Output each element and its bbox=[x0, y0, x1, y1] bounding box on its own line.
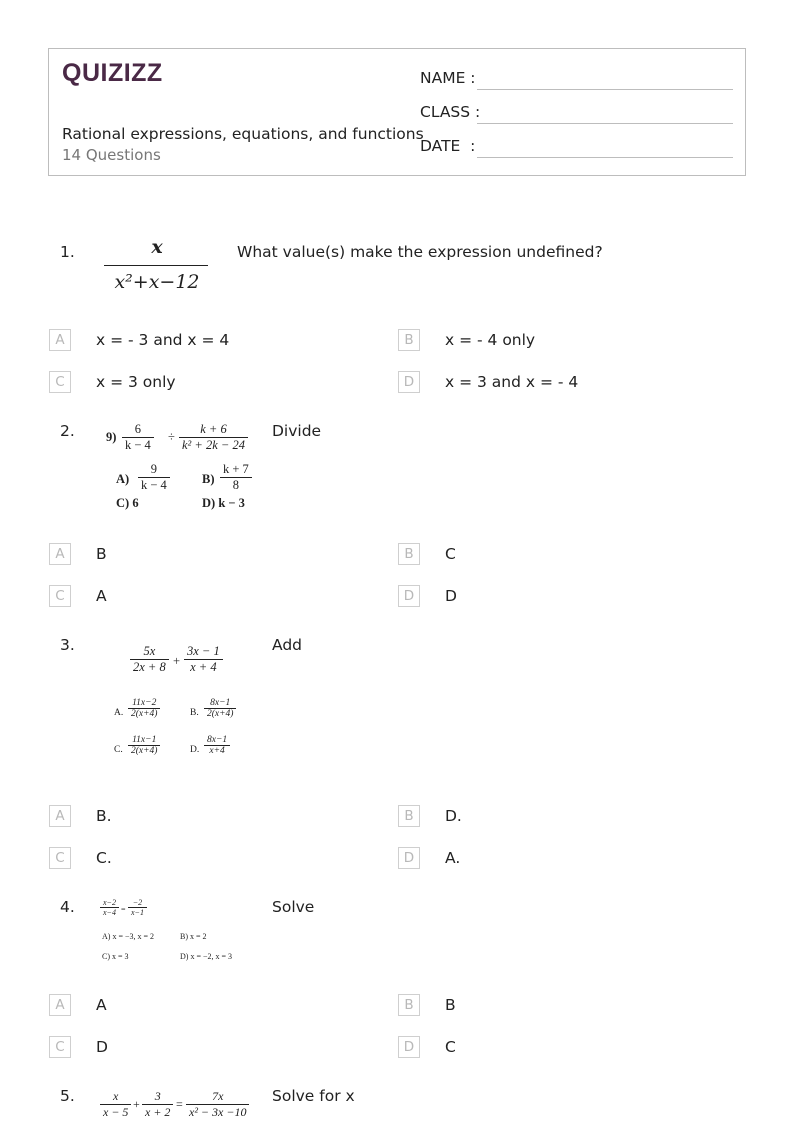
option-text[interactable]: x = 3 and x = - 4 bbox=[445, 373, 579, 391]
question-text: Add bbox=[272, 636, 303, 654]
fraction: $\frac{7x}{\text{x² − 3x −10}}$ bbox=[186, 1089, 249, 1120]
fraction: $\frac{3}{x + 2}$ bbox=[142, 1089, 173, 1120]
fraction: $\frac{k + 7}{8}$ bbox=[220, 462, 252, 493]
choice-text: D) x = −2, x = 3 bbox=[180, 952, 232, 961]
question-number: 4. bbox=[60, 898, 75, 916]
choice-label: A. bbox=[114, 708, 124, 718]
operator: + bbox=[133, 1097, 140, 1111]
date-line bbox=[477, 157, 733, 158]
question-image bbox=[100, 896, 260, 968]
option-letter-c[interactable]: C bbox=[49, 847, 71, 869]
quizizz-logo: QUIZIZZ bbox=[62, 59, 163, 87]
question-number: 1. bbox=[60, 243, 75, 261]
question-number: 5. bbox=[60, 1087, 75, 1105]
option-text[interactable]: D bbox=[96, 1038, 108, 1056]
option-letter-b[interactable]: B bbox=[398, 994, 420, 1016]
option-letter-b[interactable]: B bbox=[398, 805, 420, 827]
worksheet-header bbox=[48, 48, 746, 176]
option-text[interactable]: x = - 4 only bbox=[445, 331, 536, 349]
option-text[interactable]: C bbox=[445, 545, 456, 563]
option-letter-c[interactable]: C bbox=[49, 371, 71, 393]
option-letter-a[interactable]: A bbox=[49, 994, 71, 1016]
question-text: What value(s) make the expression undefined? bbox=[237, 243, 603, 261]
operator: = bbox=[176, 1097, 183, 1111]
fraction: $\frac{11x-2}{2(x+4)}$ bbox=[128, 698, 160, 719]
choice-text: C) 6 bbox=[116, 496, 139, 510]
choice-label: B. bbox=[190, 708, 199, 718]
option-text[interactable]: B bbox=[445, 996, 456, 1014]
answer-choices bbox=[104, 694, 264, 774]
option-text[interactable]: D bbox=[445, 587, 457, 605]
choice-text: B) x = 2 bbox=[180, 932, 207, 941]
option-text[interactable]: D. bbox=[445, 807, 462, 825]
question-number: 3. bbox=[60, 636, 75, 654]
choice-label: D. bbox=[190, 745, 200, 755]
class-label: CLASS : bbox=[420, 103, 481, 121]
name-line bbox=[477, 89, 733, 90]
option-text[interactable]: B. bbox=[96, 807, 112, 825]
fraction: $\frac{-2}{x-1}$ bbox=[128, 898, 147, 917]
choice-label: B) bbox=[202, 472, 215, 486]
fraction-bar bbox=[104, 265, 208, 266]
option-letter-d[interactable]: D bbox=[398, 585, 420, 607]
problem-label: 9) bbox=[106, 430, 117, 444]
operator: + bbox=[173, 654, 181, 668]
option-text[interactable]: B bbox=[96, 545, 107, 563]
question-image bbox=[104, 420, 264, 520]
question-count: 14 Questions bbox=[62, 146, 161, 164]
option-text[interactable]: A. bbox=[445, 849, 461, 867]
option-letter-b[interactable]: B bbox=[398, 543, 420, 565]
option-text[interactable]: A bbox=[96, 996, 107, 1014]
question-expression bbox=[104, 236, 210, 300]
fraction: $\frac{11x-1}{2(x+4)}$ bbox=[128, 735, 160, 756]
option-text[interactable]: A bbox=[96, 587, 107, 605]
option-letter-d[interactable]: D bbox=[398, 847, 420, 869]
operator: ÷ bbox=[168, 430, 175, 444]
option-letter-d[interactable]: D bbox=[398, 1036, 420, 1058]
expression-numerator: x bbox=[151, 236, 163, 258]
expression-denominator: x²+x−12 bbox=[114, 271, 200, 293]
fraction: $\frac{k + 6}{\text{k² + 2k − 24}}$ bbox=[179, 422, 248, 453]
fraction: $\frac{6}{k - 4}$ bbox=[122, 422, 154, 453]
option-letter-b[interactable]: B bbox=[398, 329, 420, 351]
fraction: $\frac{9}{k - 4}$ bbox=[138, 462, 170, 493]
fraction: $\frac{5x}{2x + 8}$ bbox=[130, 644, 169, 675]
operator: = bbox=[121, 905, 126, 914]
option-letter-c[interactable]: C bbox=[49, 1036, 71, 1058]
option-letter-c[interactable]: C bbox=[49, 585, 71, 607]
choice-label: C. bbox=[114, 745, 123, 755]
question-text: Solve bbox=[272, 898, 315, 916]
option-text[interactable]: C bbox=[445, 1038, 456, 1056]
fraction: $\frac{8x-1}{2(x+4)}$ bbox=[204, 698, 236, 719]
fraction: $\frac{x}{x - 5}$ bbox=[100, 1089, 131, 1120]
name-label: NAME : bbox=[420, 69, 476, 87]
choice-text: C) x = 3 bbox=[102, 952, 129, 961]
fraction: $\frac{8x-1}{x+4}$ bbox=[204, 735, 230, 756]
worksheet-title: Rational expressions, equations, and functions bbox=[62, 125, 424, 143]
fraction: $\frac{3x - 1}{x + 4}$ bbox=[184, 644, 223, 675]
question-number: 2. bbox=[60, 422, 75, 440]
choice-text: A) x = −3, x = 2 bbox=[102, 932, 154, 941]
choice-text: D) k − 3 bbox=[202, 496, 245, 510]
option-text[interactable]: C. bbox=[96, 849, 112, 867]
question-text: Divide bbox=[272, 422, 322, 440]
choice-label: A) bbox=[116, 472, 130, 486]
fraction: $\frac{x-2}{x-4}$ bbox=[100, 898, 119, 917]
class-line bbox=[477, 123, 733, 124]
option-letter-a[interactable]: A bbox=[49, 329, 71, 351]
question-image bbox=[100, 1086, 264, 1123]
option-text[interactable]: x = - 3 and x = 4 bbox=[96, 331, 230, 349]
date-label: DATE : bbox=[420, 137, 476, 155]
option-letter-a[interactable]: A bbox=[49, 805, 71, 827]
option-text[interactable]: x = 3 only bbox=[96, 373, 176, 391]
question-image bbox=[104, 634, 264, 774]
question-text: Solve for x bbox=[272, 1087, 355, 1105]
option-letter-a[interactable]: A bbox=[49, 543, 71, 565]
option-letter-d[interactable]: D bbox=[398, 371, 420, 393]
